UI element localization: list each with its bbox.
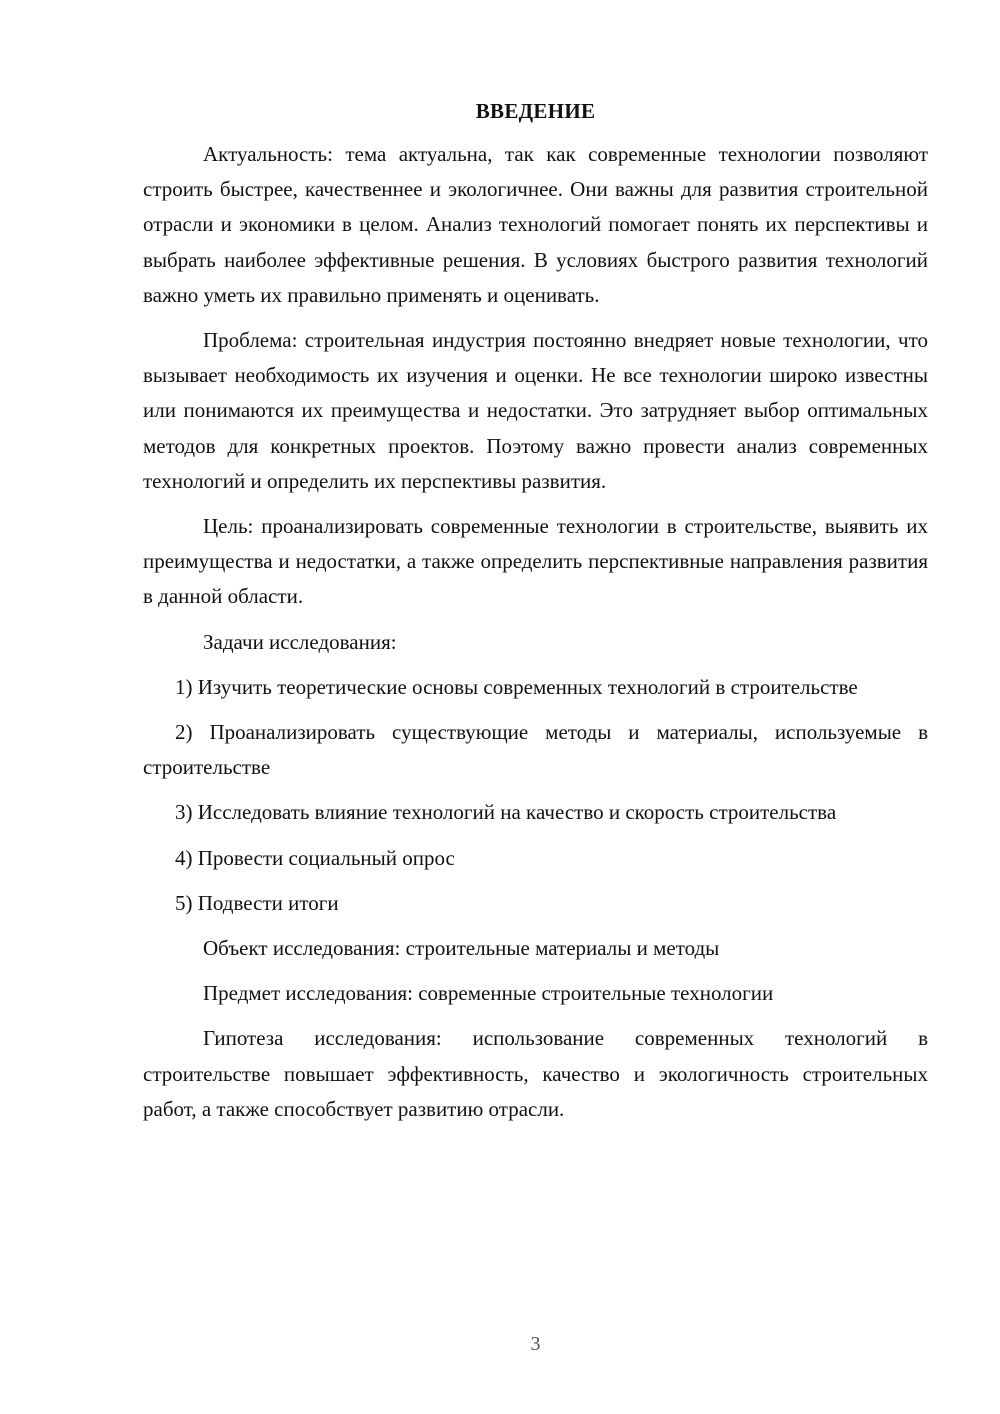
relevance-paragraph: Актуальность: тема актуальна, так как современные технологии позволяют строить быстрее, качественнее и экологичнее. Они важны для развития строительной отрасли и экономики в целом. Анализ технологий помогает понять их перспективы и выбрать наиболее эффективные решения. В условиях быстрого развития технологий важно уметь их правильно применять и оценивать. xyxy=(143,142,928,307)
task-item-1: 1) Изучить теоретические основы современных технологий в строительстве xyxy=(175,674,858,699)
page-title: ВВЕДЕНИЕ xyxy=(475,99,596,123)
research-subject: Предмет исследования: современные строительные технологии xyxy=(203,981,774,1006)
hypothesis-paragraph: Гипотеза исследования: использование современных технологий в строительстве повышает эффективность, качество и экологичность строительных работ, а также способствует развитию отрасли. xyxy=(143,1026,928,1121)
task-item-3: 3) Исследовать влияние технологий на качество и скорость строительства xyxy=(175,800,837,825)
problem-paragraph: Проблема: строительная индустрия постоянно внедряет новые технологии, что вызывает необходимость их изучения и оценки. Не все технологии широко известны или понимаются их преимущества и недостатки. Это затрудняет выбор оптимальных методов для конкретных проектов. Поэтому важно провести анализ современных технологий и определить их перспективы развития. xyxy=(143,328,928,493)
task-item-2: 2) Проанализировать существующие методы и материалы, используемые в строительстве xyxy=(143,720,928,780)
goal-paragraph: Цель: проанализировать современные технологии в строительстве, выявить их преимущества и недостатки, а также определить перспективные направления развития в данной области. xyxy=(143,514,928,609)
task-item-5: 5) Подвести итоги xyxy=(175,890,339,915)
tasks-heading: Задачи исследования: xyxy=(203,629,397,654)
research-object: Объект исследования: строительные материалы и методы xyxy=(203,936,720,961)
task-item-4: 4) Провести социальный опрос xyxy=(175,845,455,870)
document-page xyxy=(143,95,928,1137)
page-number: 3 xyxy=(530,1333,541,1355)
